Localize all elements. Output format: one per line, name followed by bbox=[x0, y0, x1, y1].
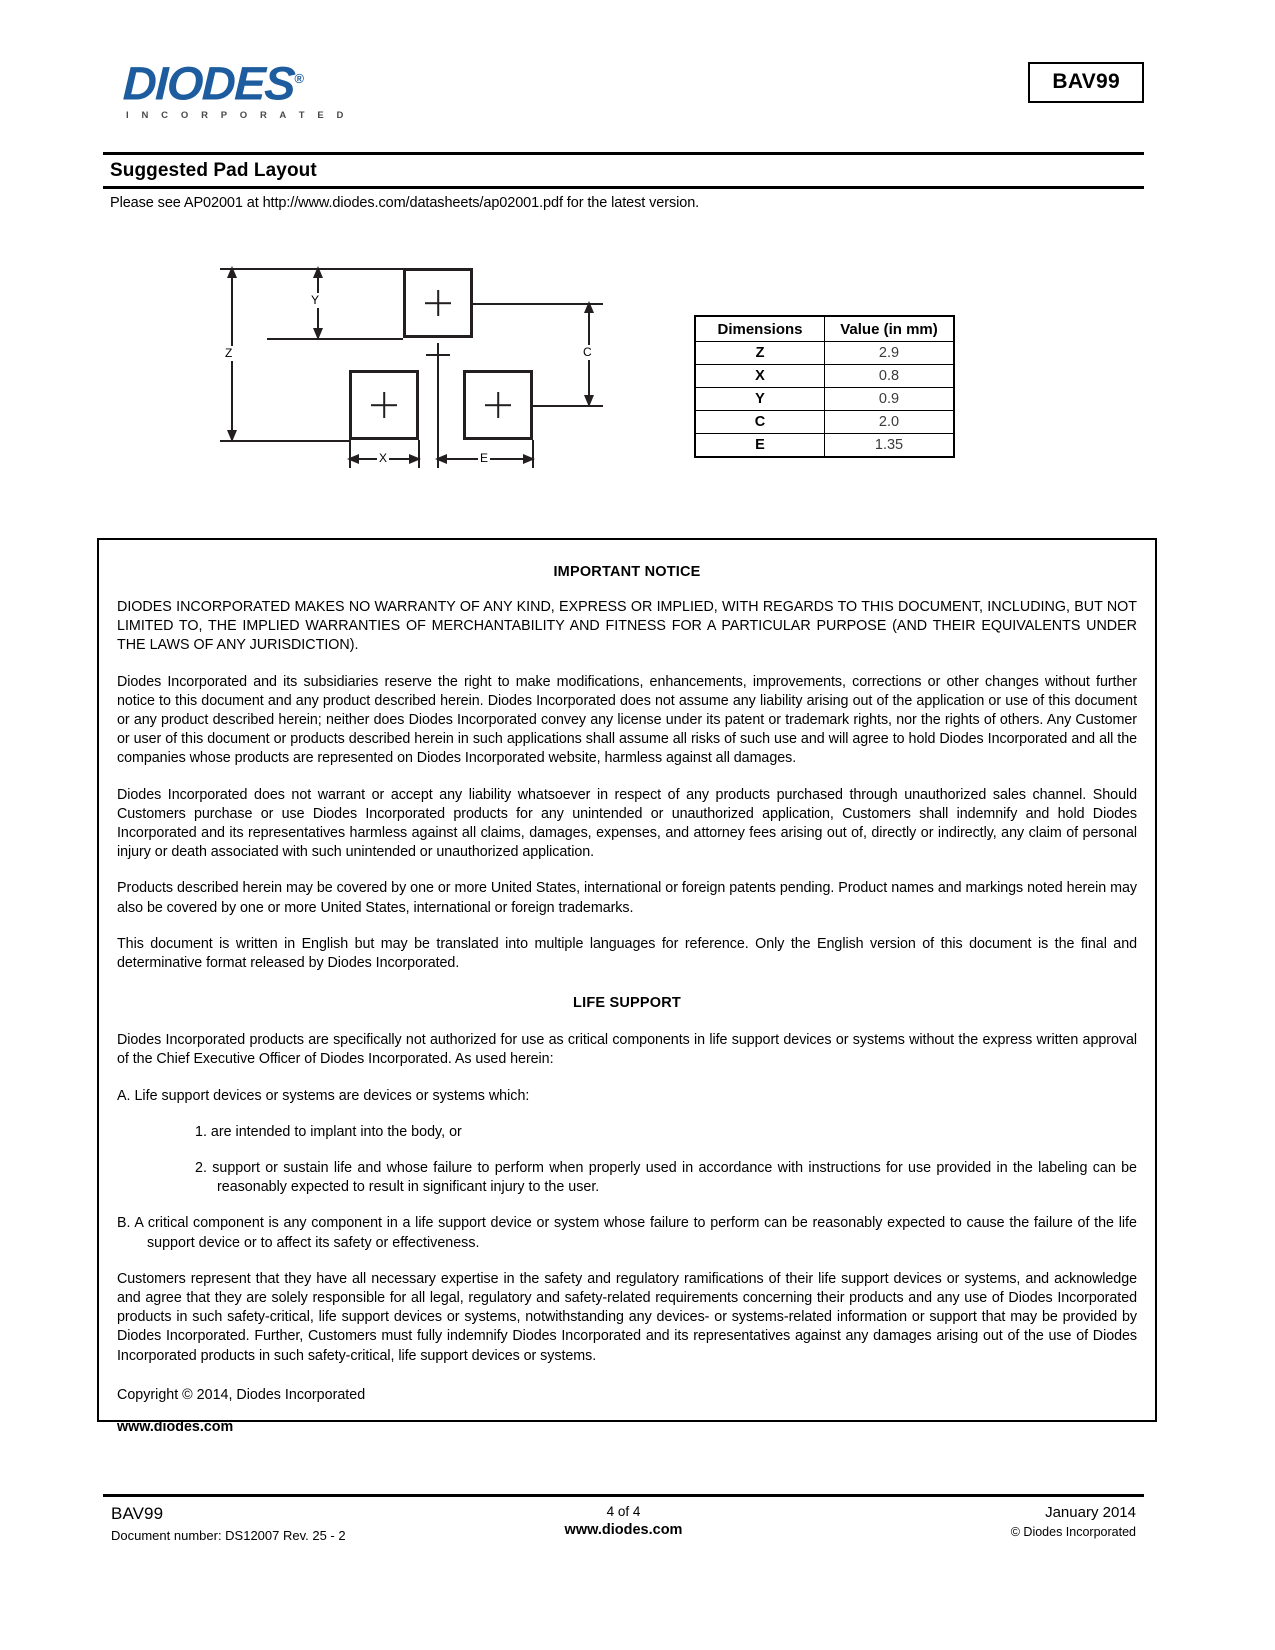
col-header-value: Value (in mm) bbox=[825, 316, 955, 342]
logo-text: DIODES bbox=[122, 56, 296, 110]
footer-copyright: © Diodes Incorporated bbox=[1010, 1525, 1136, 1539]
pad-layout-drawing bbox=[215, 250, 635, 490]
page-footer bbox=[103, 1494, 1144, 1574]
footer-center bbox=[103, 1504, 1144, 1538]
footer-website-link[interactable]: www.diodes.com bbox=[564, 1522, 683, 1538]
life-support-item-a: A. Life support devices or systems are devices or systems which: bbox=[117, 1087, 530, 1104]
cell-value: 1.35 bbox=[825, 434, 955, 458]
important-notice-box bbox=[97, 538, 1157, 1436]
cell-value: 2.0 bbox=[825, 411, 955, 434]
section-note: Please see AP02001 at http://www.diodes.com/datasheets/ap02001.pdf for the latest version. bbox=[110, 195, 700, 211]
notice-paragraph-1: DIODES INCORPORATED MAKES NO WARRANTY OF ANY KIND, EXPRESS OR IMPLIED, WITH REGARDS TO THIS DOCUMENT, INCLUDING, BUT NOT LIMITED TO, THE IMPLIED WARRANTIES OF MERCHANTABILITY AND FITNESS FOR A PARTICULAR PURPOSE (AND THEIR EQUIVALENTS UNDER THE LAWS OF ANY JURISDICTION). bbox=[117, 599, 1137, 654]
life-support-paragraph: Diodes Incorporated products are specifically not authorized for use as critical components in life support devices or systems without the express written approval of the Chief Executive Officer of Diodes Incorporated. As used herein: bbox=[117, 1032, 1137, 1068]
footer-divider bbox=[103, 1494, 1144, 1497]
cell-dimension: C bbox=[695, 411, 825, 434]
dim-label-x: X bbox=[379, 451, 388, 465]
section-rule-top bbox=[103, 152, 1144, 155]
cell-value: 2.9 bbox=[825, 342, 955, 365]
part-number-badge: BAV99 bbox=[1028, 62, 1144, 103]
notice-paragraph-7: Customers represent that they have all necessary expertise in the safety and regulatory ramifications of their life support devices or systems, and acknowledge and agree that they are solely responsible for all legal, regulatory and safety-related requirements concerning their products and any use of Diodes Incorporated products in such safety-critical, life support devices or systems, notwithstanding any devices- or systems-related information or support that may be provided by Diodes Incorporated. Further, Customers must fully indemnify Diodes Incorporated and its representatives against any damages arising out of the use of Diodes Incorporated products in such safety-critical, life support devices or systems. bbox=[117, 1270, 1137, 1364]
footer-document-number: Document number: DS12007 Rev. 25 - 2 bbox=[111, 1528, 346, 1543]
dim-label-c: C bbox=[583, 345, 592, 359]
z-extension-bottom bbox=[220, 440, 349, 442]
footer-part-number: BAV99 bbox=[111, 1504, 164, 1523]
col-header-dimensions: Dimensions bbox=[695, 316, 825, 342]
table-row bbox=[695, 434, 954, 458]
cell-value: 0.9 bbox=[825, 388, 955, 411]
e-extension-left bbox=[437, 350, 439, 468]
page-header bbox=[103, 48, 1144, 138]
notice-paragraph-5: This document is written in English but may be translated into multiple languages for reference. Only the English version of this document is the final and determinative format released by Diodes Incorporated. bbox=[117, 935, 1137, 972]
notice-title: IMPORTANT NOTICE bbox=[553, 564, 701, 580]
dimensions-table bbox=[694, 315, 955, 458]
cell-dimension: Y bbox=[695, 388, 825, 411]
dim-label-z: Z bbox=[225, 346, 233, 360]
logo-wordmark bbox=[122, 56, 374, 110]
notice-website-link[interactable]: www.diodes.com bbox=[117, 1419, 234, 1436]
life-support-subitem-2: 2. support or sustain life and whose failure to perform when properly used in accordance with instructions for use provided in the labeling can be reasonably expected to result in significant injury to the user. bbox=[195, 1160, 1137, 1196]
footer-page-number: 4 of 4 bbox=[606, 1504, 641, 1519]
pad-bottom-left bbox=[349, 370, 419, 440]
table-row bbox=[695, 365, 954, 388]
notice-paragraph-3: Diodes Incorporated does not warrant or accept any liability whatsoever in respect of any products purchased through unauthorized sales channel. Should Customers purchase or use Diodes Incorporated products for any unintended or unauthorized application, Customers shall indemnify and hold Diodes Incorporated and its representatives harmless against all claims, damages, expenses, and attorney fees arising out of, directly or indirectly, any claim of personal injury or death associated with such unintended or unauthorized application. bbox=[117, 786, 1137, 861]
y-extension-bottom bbox=[267, 338, 403, 340]
footer-right bbox=[1011, 1504, 1136, 1539]
life-support-subitem-1: 1. are intended to implant into the body, or bbox=[195, 1123, 462, 1140]
dim-label-e: E bbox=[480, 451, 489, 465]
dim-label-y: Y bbox=[311, 293, 320, 307]
table-row bbox=[695, 411, 954, 434]
table-row bbox=[695, 388, 954, 411]
life-support-title: LIFE SUPPORT bbox=[573, 995, 681, 1012]
pad-top bbox=[403, 268, 473, 338]
notice-copyright: Copyright © 2014, Diodes Incorporated bbox=[117, 1386, 366, 1403]
table-row bbox=[695, 342, 954, 365]
logo-subtitle: I N C O R P O R A T E D bbox=[126, 109, 349, 121]
cell-dimension: E bbox=[695, 434, 825, 458]
life-support-item-b: B. A critical component is any component in a life support device or system whose failure to perform can be reasonably expected to cause the failure of the life support device or to affect its safety or effectiveness. bbox=[117, 1215, 1137, 1251]
page-title: Suggested Pad Layout bbox=[110, 160, 317, 181]
registered-trademark-icon: ® bbox=[294, 71, 305, 86]
cell-value: 0.8 bbox=[825, 365, 955, 388]
footer-date: January 2014 bbox=[1045, 1504, 1136, 1521]
section-rule-bottom bbox=[103, 186, 1144, 189]
table-header-row bbox=[695, 316, 954, 342]
notice-paragraph-4: Products described herein may be covered by one or more United States, international or foreign patents pending. Product names and markings noted herein may also be covered by one or more United States, international or foreign trademarks. bbox=[117, 880, 1137, 916]
diodes-logo bbox=[123, 56, 373, 122]
cell-dimension: X bbox=[695, 365, 825, 388]
cell-dimension: Z bbox=[695, 342, 825, 365]
pad-bottom-right bbox=[463, 370, 533, 440]
notice-paragraph-2: Diodes Incorporated and its subsidiaries reserve the right to make modifications, enhancements, improvements, corrections or other changes without further notice to this document and any product described herein. Diodes Incorporated does not assume any liability arising out of the application or use of this document or any product described herein; neither does Diodes Incorporated convey any license under its patent or trademark rights, nor the rights of others. Any Customer or user of this document or products described herein in such applications shall assume all risks of such use and will agree to hold Diodes Incorporated and all the companies whose products are represented on Diodes Incorporated website, harmless against all damages. bbox=[117, 673, 1137, 767]
